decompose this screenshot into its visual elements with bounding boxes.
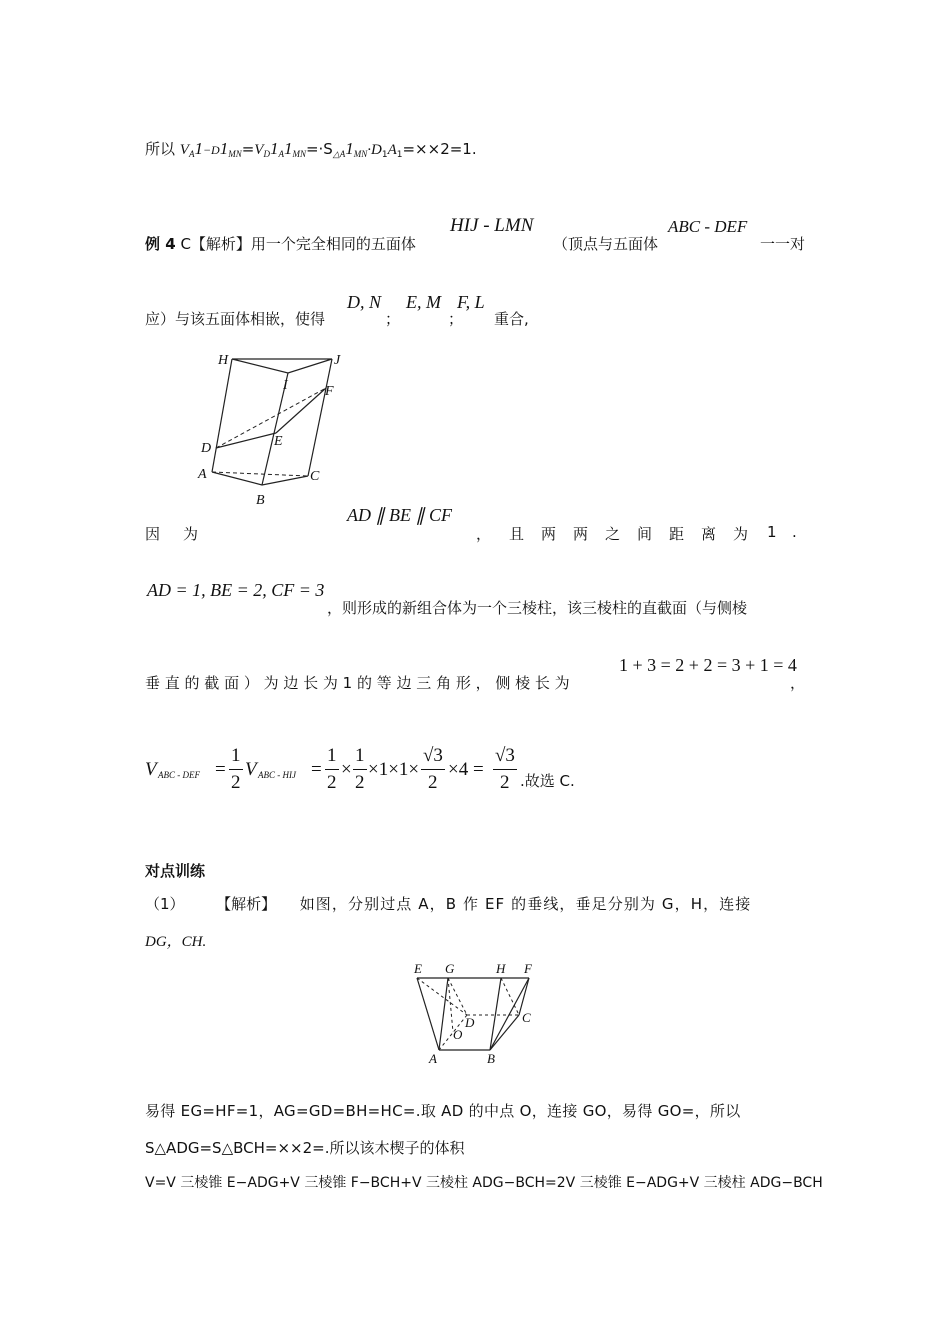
dashed-h-c	[501, 978, 519, 1015]
label-h: H	[496, 961, 506, 976]
subscript: MN	[292, 149, 306, 159]
practice-heading: 对点训练	[145, 862, 206, 880]
subscript: D	[263, 149, 270, 159]
ad-line-text: ，则形成的新组合体为一个三棱柱，该三棱柱的直截面（与侧棱	[327, 599, 748, 617]
label-f: F	[524, 961, 532, 976]
formula-line-1	[145, 138, 477, 160]
v-symbol: V	[145, 759, 157, 780]
fraction-bar	[421, 769, 445, 770]
subscript-digit: 1	[219, 139, 229, 158]
because-rest-2: 且	[509, 525, 525, 543]
because-rest-9: 为	[733, 525, 749, 543]
dashed-e-d	[417, 978, 467, 1015]
frac2-numerator: 1	[355, 745, 365, 766]
edge-j-c	[308, 359, 332, 476]
because-rest-3: 两	[541, 525, 557, 543]
half-denominator: 2	[231, 772, 241, 793]
subscript-digit: 1	[345, 139, 354, 158]
label-a: A	[429, 1051, 437, 1066]
times-four: ×4 =	[448, 759, 484, 780]
dashed-g-o	[448, 978, 453, 1032]
practice-item-1	[145, 893, 751, 914]
because-rest-6: 间	[637, 525, 653, 543]
easy-text: 易得 EG=HF=1，AG=GD=BH=HC=.取 AD 的中点 O，连接 GO，易得 GO=，所以	[145, 1102, 741, 1120]
item-text: 如图，分别过点 A，B 作 EF 的垂线，垂足分别为 G，H，连接	[299, 895, 752, 913]
example-4-line	[145, 233, 416, 254]
fraction-bar	[229, 769, 243, 770]
frac1-numerator: 1	[327, 745, 337, 766]
result-denominator: 2	[500, 772, 510, 793]
pair-e-m: E, M	[406, 292, 441, 312]
because-char-1: 因	[145, 525, 161, 543]
label-c: C	[522, 1010, 531, 1025]
subscript: A	[188, 149, 195, 159]
half-numerator: 1	[231, 745, 241, 766]
subscript: 1	[381, 150, 388, 160]
abc-def-expr: ABC - DEF	[668, 217, 748, 236]
subscript: MN	[228, 149, 242, 159]
label-d: D	[465, 1015, 475, 1030]
example-answer: C【解析】用一个完全相同的五面体	[180, 235, 416, 253]
area-text: S△ADG=S△BCH=××2=.所以该木楔子的体积	[145, 1139, 465, 1157]
vertical-tail: ，	[790, 674, 806, 692]
v-symbol-2: V	[245, 759, 257, 780]
parallel-expr: AD ∥ BE ∥ CF	[347, 505, 452, 525]
subscript-digit: 1	[194, 139, 203, 158]
label-a: A	[198, 467, 207, 482]
times: ×	[341, 759, 352, 780]
equals-2: =	[311, 759, 322, 780]
equals: =·S	[305, 140, 333, 158]
text-tail: =××2=1.	[402, 140, 477, 158]
label-g: G	[445, 961, 455, 976]
label-c: C	[310, 469, 320, 484]
equals: =	[241, 140, 255, 158]
fraction-bar	[493, 769, 517, 770]
result-numerator: √3	[495, 745, 515, 766]
frac2-denominator: 2	[355, 772, 365, 793]
item-label: 【解析】	[216, 895, 277, 913]
because-rest-11: .	[792, 523, 797, 541]
vertical-text: 垂 直 的 截 面 ） 为 边 长 为 1 的 等 边 三 角 形 ， 侧 棱 长 为	[145, 674, 570, 692]
because-char-2: 为	[183, 525, 199, 543]
fraction-bar	[353, 769, 367, 770]
label-o: O	[453, 1027, 463, 1042]
label-i: I	[283, 378, 288, 393]
subscript-digit: 1	[269, 139, 279, 158]
top-face	[232, 359, 332, 373]
text-rest: A	[387, 142, 397, 158]
text-rest: ·D	[367, 142, 382, 158]
because-rest-5: 之	[605, 525, 621, 543]
edge-h-a	[212, 359, 232, 472]
edge-d-e	[216, 433, 276, 448]
prism-figure	[190, 345, 360, 515]
subscript: △A	[332, 149, 346, 159]
text-prefix: 所以	[145, 140, 180, 158]
label-b: B	[487, 1051, 495, 1066]
label-h: H	[218, 353, 229, 368]
apply-tail: 重合,	[494, 310, 529, 328]
v-subscript: ABC - DEF	[158, 770, 200, 780]
label-d: D	[201, 441, 212, 456]
frac1-denominator: 2	[327, 772, 337, 793]
middle-product: ×1×1×	[368, 759, 420, 780]
subscript-digit: 1	[283, 139, 293, 158]
apply-text: 应）与该五面体相嵌，使得	[145, 310, 326, 328]
ad-be-cf-expr: AD = 1, BE = 2, CF = 3	[147, 580, 325, 600]
sqrt-numerator: √3	[423, 745, 443, 766]
label-e: E	[414, 961, 422, 976]
item-prefix: （1）	[145, 895, 185, 913]
v-subscript-2: ABC - HIJ	[258, 770, 296, 780]
because-rest-8: 离	[701, 525, 717, 543]
pair-f-l: F, L	[457, 292, 485, 312]
sqrt-denominator: 2	[428, 772, 438, 793]
because-rest-10: 1	[767, 523, 777, 541]
subscript: 1	[396, 150, 403, 160]
volume-symbol: V	[179, 142, 189, 158]
label-f: F	[325, 384, 334, 399]
hij-lmn-expr: HIJ - LMN	[450, 215, 534, 236]
dashed-d-f	[216, 388, 326, 448]
subscript: MN	[353, 149, 368, 159]
label-j: J	[334, 353, 341, 368]
because-rest-7: 距	[669, 525, 685, 543]
side-length-expr: 1 + 3 = 2 + 2 = 3 + 1 = 4	[619, 655, 797, 675]
equals: =	[215, 759, 226, 780]
bottom-edges	[212, 472, 308, 485]
separator-2: ；	[448, 310, 464, 328]
example-paren: （顶点与五面体	[553, 235, 659, 253]
because-rest-1: ，	[476, 525, 492, 543]
subscript: −D	[202, 143, 220, 157]
subscript: A	[278, 149, 284, 159]
label-e: E	[274, 434, 283, 449]
separator-1: ；	[385, 310, 401, 328]
practice-item-1-line2: DG，CH.	[145, 934, 207, 950]
label-b: B	[256, 493, 265, 508]
volume-symbol: V	[254, 142, 264, 158]
example-label: 例 4	[145, 235, 176, 253]
pair-d-n: D, N	[347, 292, 382, 312]
volume-sum-text: V=V 三棱锥 E−ADG+V 三棱锥 F−BCH+V 三棱柱 ADG−BCH=2V 三棱锥 E−ADG+V 三棱柱 ADG−BCH	[145, 1175, 823, 1191]
example-tail: 一一对	[760, 235, 806, 253]
wedge-figure	[405, 958, 550, 1068]
because-rest-4: 两	[573, 525, 589, 543]
volume-tail: .故选 C.	[520, 772, 575, 790]
edge-e-a	[417, 978, 439, 1050]
fraction-bar	[325, 769, 339, 770]
edge-g-a	[439, 978, 448, 1050]
